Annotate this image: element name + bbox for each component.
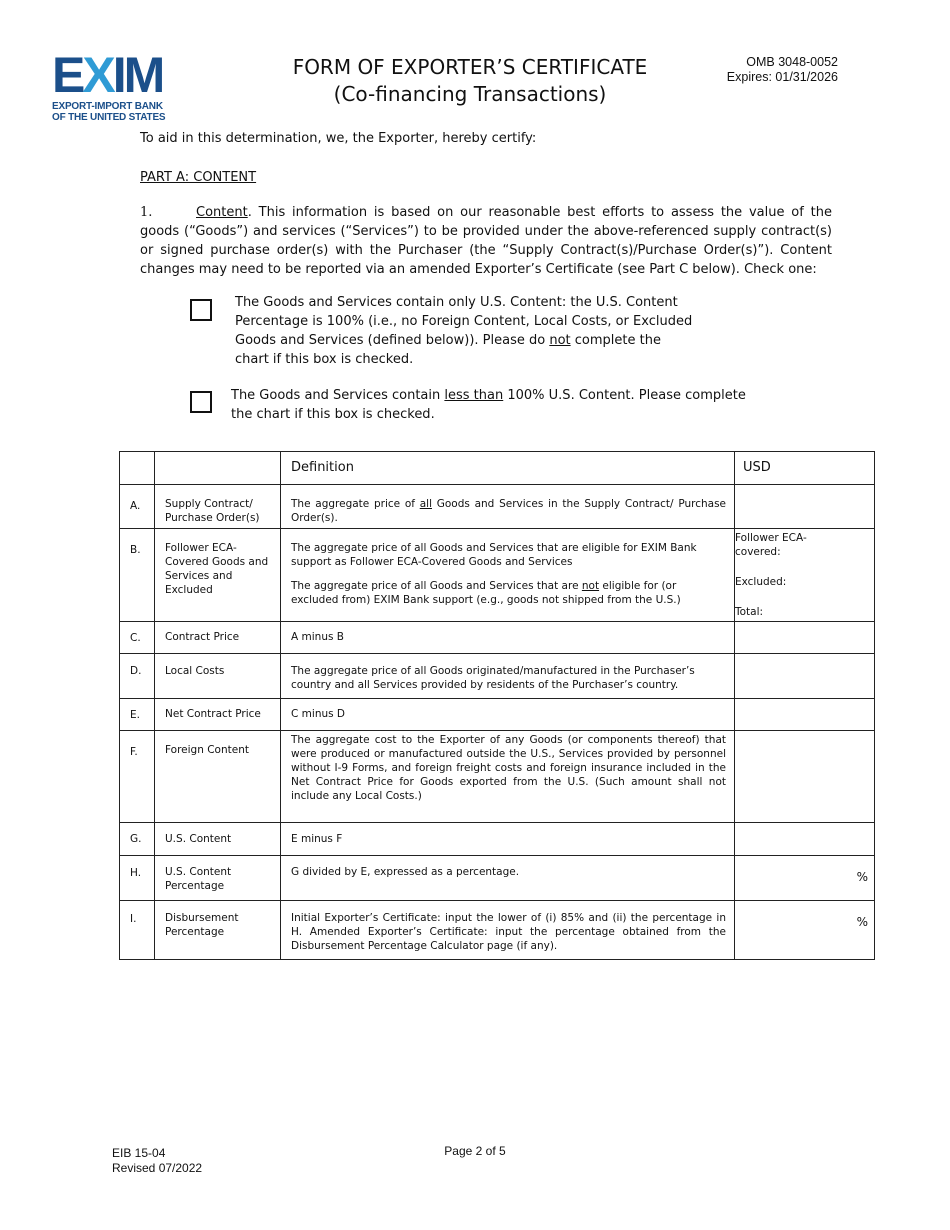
usd-total-label: Total: — [735, 606, 764, 618]
exim-logo — [52, 47, 168, 123]
table-header-row — [120, 452, 875, 485]
table-row — [120, 823, 875, 856]
paragraph-term: Content — [196, 205, 248, 220]
form-title-line1: FORM OF EXPORTER’S CERTIFICATE — [292, 55, 648, 79]
logo-letters-im: IM — [112, 47, 163, 103]
option2-text-after: 100% U.S. Content. Please complete the chart if this box is checked. — [231, 388, 746, 422]
table-row — [120, 901, 875, 960]
page-number: Page 2 of 5 — [444, 1144, 506, 1158]
part-a-heading: PART A: CONTENT — [140, 170, 257, 185]
less-than-100-checkbox[interactable] — [190, 391, 212, 413]
row-definition: G divided by E, expressed as a percentage. — [281, 856, 735, 901]
footer-form-id: EIB 15-04 — [112, 1146, 166, 1160]
usd-input-cell[interactable] — [735, 485, 875, 529]
row-definition: Initial Exporter’s Certificate: input the lower of (i) 85% and (ii) the percentage in H. Amended Exporter’s Certificate: input the percentage obtained from the Disbursement Percentage Calculator page (if any). — [281, 901, 735, 960]
row-a-def-underline: all — [419, 498, 432, 510]
option1-text-after: complete the chart if this box is checked. — [235, 333, 661, 367]
row-definition — [281, 529, 735, 622]
footer-revised: Revised 07/2022 — [112, 1161, 203, 1175]
row-b-def-eligible: The aggregate price of all Goods and Services that are eligible for EXIM Bank support as Follower ECA-Covered Goods and Services — [291, 542, 697, 568]
row-name: Foreign Content — [155, 731, 281, 823]
logo-subtitle-line1: EXPORT-IMPORT BANK — [52, 101, 163, 112]
row-b-def2-after: eligible for (or excluded from) EXIM Bank support (e.g., goods not shipped from the U.S.) — [291, 580, 681, 606]
omb-info — [727, 55, 838, 85]
logo-letter-x: X — [82, 47, 113, 103]
usd-excluded-label: Excluded: — [735, 576, 787, 588]
option2-underlined: less than — [444, 388, 504, 403]
usd-input-cell[interactable] — [735, 731, 875, 823]
row-letter: I. — [120, 901, 155, 960]
form-title-line2: (Co-financing Transactions) — [333, 82, 607, 106]
intro-text: To aid in this determination, we, the Exporter, hereby certify: — [140, 131, 537, 146]
usd-input-cell[interactable] — [735, 622, 875, 654]
percent-sign: % — [856, 870, 868, 884]
option1-underlined: not — [549, 333, 571, 348]
row-a-def-after: Goods and Services in the Supply Contract/ Purchase Order(s). — [291, 498, 727, 524]
table-row — [120, 856, 875, 901]
table-row — [120, 485, 875, 529]
less-than-100-option — [231, 386, 751, 424]
logo-letter-e: E — [52, 47, 83, 103]
option2-text-before: The Goods and Services contain — [231, 388, 445, 403]
table-row — [120, 731, 875, 823]
row-a-def-before: The aggregate price of — [291, 498, 420, 510]
row-letter: H. — [120, 856, 155, 901]
row-definition: E minus F — [281, 823, 735, 856]
header-name-cell — [155, 452, 281, 485]
row-letter: C. — [120, 622, 155, 654]
logo-wordmark — [52, 47, 168, 103]
row-definition: A minus B — [281, 622, 735, 654]
row-letter: D. — [120, 654, 155, 699]
omb-number: OMB 3048-0052 — [746, 55, 838, 69]
row-definition: The aggregate cost to the Exporter of any Goods (or components thereof) that were produced or manufactured outside the U.S., Services provided by personnel without I-9 Forms, and foreign freight costs and foreign insurance included in the Net Contract Price for Goods exported from the U.S. (Such amount shall not include any Local Costs.) — [281, 731, 735, 823]
row-definition — [281, 485, 735, 529]
percent-sign: % — [856, 915, 868, 929]
paragraph-body: . This information is based on our reasonable best efforts to assess the value of the goods (“Goods”) and services (“Services”) to be provided under the above-referenced supply contract(s) or signed purchase order(s) with the Purchaser (the “Supply Contract(s)/Purchase Order(s)”). Content changes may need to be reported via an amended Exporter’s Certificate (see Part C below). Check one: — [140, 205, 832, 277]
row-b-def2-before: The aggregate price of all Goods and Services that are — [291, 580, 582, 592]
only-us-content-checkbox[interactable] — [190, 299, 212, 321]
only-us-content-option — [235, 293, 695, 369]
row-name: Follower ECA-Covered Goods and Services and Excluded — [155, 529, 281, 622]
row-name: Supply Contract/ Purchase Order(s) — [155, 485, 281, 529]
row-letter: F. — [120, 731, 155, 823]
usd-input-cell[interactable] — [735, 699, 875, 731]
usd-input-cell[interactable] — [735, 529, 875, 622]
row-letter: E. — [120, 699, 155, 731]
header-usd: USD — [735, 452, 875, 485]
usd-input-cell[interactable] — [735, 901, 875, 960]
content-table — [119, 451, 875, 960]
option1-text-before: The Goods and Services contain only U.S. Content: the U.S. Content Percentage is 100% (i.e., no Foreign Content, Local Costs, or Excluded Goods and Services (defined below)). Please do — [235, 295, 693, 348]
logo-subtitle-line2: OF THE UNITED STATES — [52, 112, 166, 123]
usd-covered-label: Follower ECA-covered: — [735, 532, 807, 558]
usd-input-cell[interactable] — [735, 823, 875, 856]
table-row — [120, 529, 875, 622]
table-row — [120, 699, 875, 731]
row-b-def2-underline: not — [581, 580, 600, 592]
usd-input-cell[interactable] — [735, 856, 875, 901]
paragraph-number: 1. — [140, 205, 153, 220]
header-definition: Definition — [281, 452, 735, 485]
table-row — [120, 654, 875, 699]
omb-expiration: Expires: 01/31/2026 — [726, 70, 838, 84]
row-letter: B. — [120, 529, 155, 622]
row-b-def-excluded — [291, 579, 726, 607]
row-definition: C minus D — [281, 699, 735, 731]
table-row — [120, 622, 875, 654]
row-name: Contract Price — [155, 622, 281, 654]
row-letter: G. — [120, 823, 155, 856]
row-name: Net Contract Price — [155, 699, 281, 731]
logo-subtitle — [52, 101, 168, 123]
content-paragraph — [140, 203, 832, 279]
row-definition: The aggregate price of all Goods originated/manufactured in the Purchaser’s country and all Services provided by residents of the Purchaser’s country. — [281, 654, 735, 699]
row-name: U.S. Content — [155, 823, 281, 856]
header-letter-cell — [120, 452, 155, 485]
usd-input-cell[interactable] — [735, 654, 875, 699]
row-name: Disbursement Percentage — [155, 901, 281, 960]
row-name: U.S. Content Percentage — [155, 856, 281, 901]
row-name: Local Costs — [155, 654, 281, 699]
row-letter: A. — [120, 485, 155, 529]
form-title — [260, 54, 680, 108]
